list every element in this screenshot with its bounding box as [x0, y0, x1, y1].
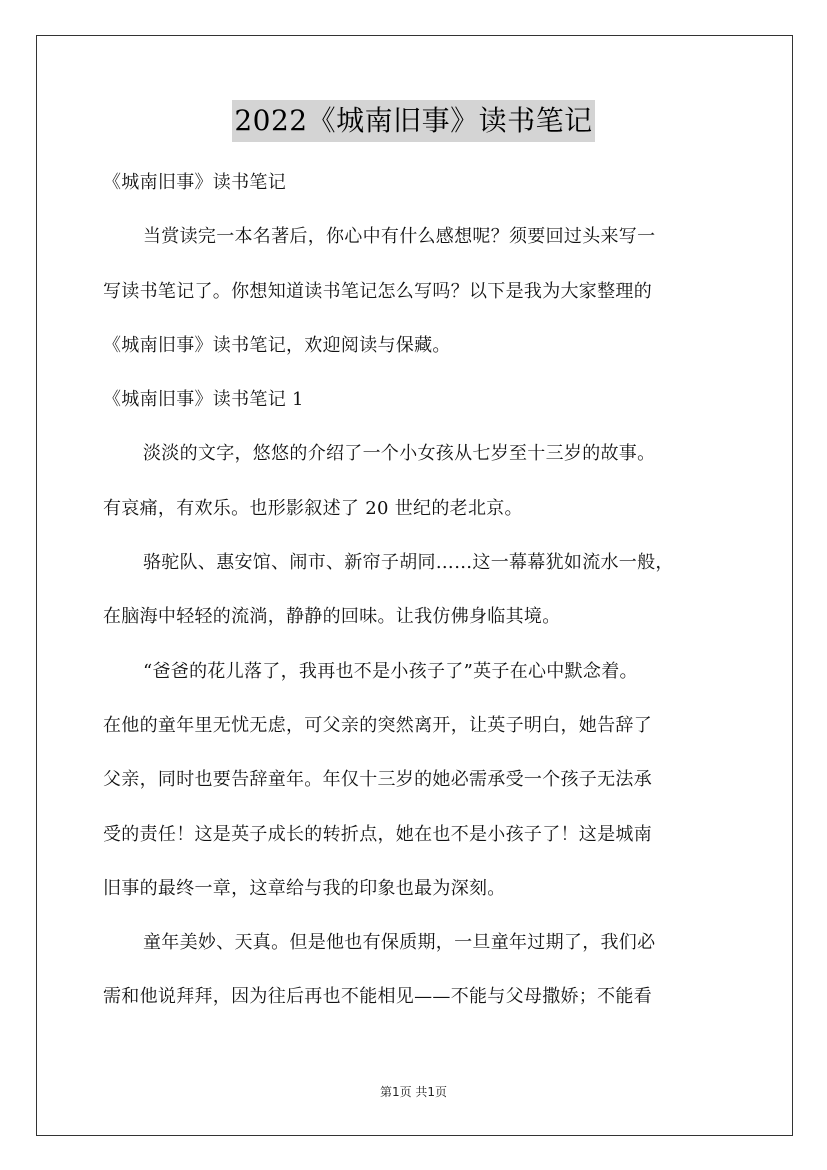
document-title: 2022《城南旧事》读书笔记 [232, 100, 594, 142]
paragraph-line: 在脑海中轻轻的流淌，静静的回味。让我仿佛身临其境。 [103, 606, 561, 628]
section-heading: 《城南旧事》读书笔记 1 [103, 389, 304, 411]
paragraph-line: 在他的童年里无忧无虑，可父亲的突然离开，让英子明白，她告辞了 [103, 714, 652, 736]
paragraph-line: 旧事的最终一章，这章给与我的印象也最为深刻。 [103, 877, 506, 899]
paragraph-line: “爸爸的花儿落了，我再也不是小孩子了”英子在心中默念着。 [143, 660, 638, 682]
paragraph-line: 写读书笔记了。你想知道读书笔记怎么写吗？以下是我为大家整理的 [103, 280, 652, 302]
subtitle-line: 《城南旧事》读书笔记 [103, 172, 286, 193]
paragraph-line: 淡淡的文字，悠悠的介绍了一个小女孩从七岁至十三岁的故事。 [143, 443, 656, 465]
paragraph-line: 《城南旧事》读书笔记，欢迎阅读与保藏。 [103, 334, 451, 356]
paragraph-line: 骆驼队、惠安馆、闹市、新帘子胡同……这一幕幕犹如流水一般， [143, 552, 674, 574]
paragraph-line: 当赏读完一本名著后，你心中有什么感想呢？须要回过头来写一 [143, 226, 656, 248]
paragraph-line: 童年美妙、天真。但是他也有保质期，一旦童年过期了，我们必 [143, 932, 656, 954]
paragraph-line: 父亲，同时也要告辞童年。年仅十三岁的她必需承受一个孩子无法承 [103, 769, 652, 791]
page-number-footer: 第1页 共1页 [379, 1085, 448, 1099]
title-container [0, 100, 827, 142]
paragraph-line: 有哀痛，有欢乐。也形影叙述了 20 世纪的老北京。 [103, 497, 523, 519]
document-body [103, 170, 728, 1039]
paragraph-line: 需和他说拜拜，因为往后再也不能相见——不能与父母撒娇；不能看 [103, 986, 652, 1008]
paragraph-line: 受的责任！这是英子成长的转折点，她在也不是小孩子了！这是城南 [103, 823, 652, 845]
